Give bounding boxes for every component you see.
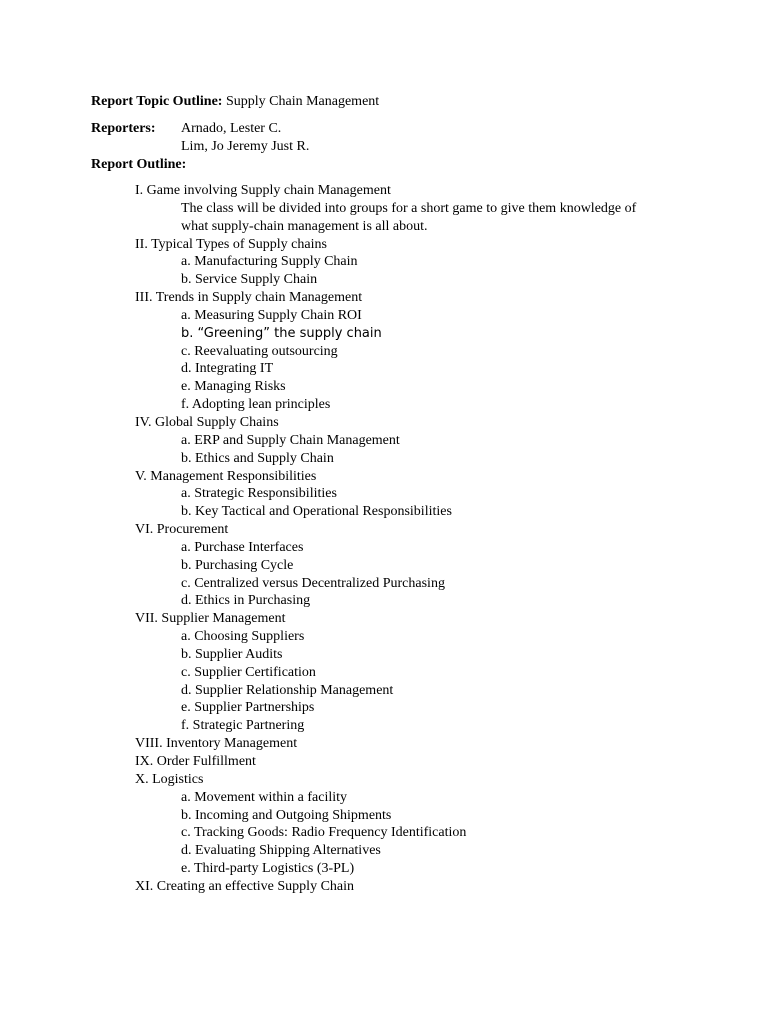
outline-subitem: a. Movement within a facility	[181, 789, 348, 805]
outline-subitem: b. Ethics and Supply Chain	[181, 450, 334, 466]
outline-subitem: e. Third-party Logistics (3-PL)	[181, 861, 355, 877]
outline-section-heading: V. Management Responsibilities	[135, 468, 317, 484]
outline-section-heading: VI. Procurement	[135, 522, 229, 538]
outline-subitem: d. Integrating IT	[181, 361, 274, 377]
outline-subitem: b. Supplier Audits	[181, 646, 283, 662]
reporter-name: Lim, Jo Jeremy Just R.	[181, 139, 310, 154]
outline-subitem: f. Strategic Partnering	[181, 718, 305, 734]
outline-section-heading: VII. Supplier Management	[135, 611, 286, 627]
report-topic-line	[91, 93, 379, 110]
outline-section-heading: I. Game involving Supply chain Management	[135, 183, 391, 198]
outline-subitem: f. Adopting lean principles	[181, 397, 331, 413]
outline-subitem: what supply-chain management is all about.	[181, 218, 428, 234]
outline-section-heading: IV. Global Supply Chains	[135, 414, 279, 430]
outline-subitem: The class will be divided into groups for a short game to give them knowledge of	[181, 200, 637, 216]
outline-subitem: b. Incoming and Outgoing Shipments	[181, 807, 392, 823]
reporter-name: Arnado, Lester C.	[181, 121, 282, 136]
outline-subitem: b. Service Supply Chain	[181, 272, 318, 288]
outline-subitem: d. Ethics in Purchasing	[181, 593, 311, 609]
outline-subitem: a. Strategic Responsibilities	[181, 486, 337, 502]
outline-section-heading: IX. Order Fulfillment	[135, 754, 256, 769]
outline-subitem: a. Manufacturing Supply Chain	[181, 254, 358, 270]
outline-subitem: b. Key Tactical and Operational Responsibilities	[181, 504, 452, 520]
outline-list	[0, 182, 768, 896]
outline-subitem: e. Supplier Partnerships	[181, 700, 315, 716]
outline-subitem: a. Choosing Suppliers	[181, 629, 305, 645]
reporters-label: Reporters:	[91, 121, 156, 136]
outline-subitem: b. Purchasing Cycle	[181, 557, 294, 573]
outline-section-heading: VIII. Inventory Management	[135, 736, 298, 752]
outline-subitem: c. Reevaluating outsourcing	[181, 343, 338, 359]
outline-subitem: d. Supplier Relationship Management	[181, 682, 394, 698]
outline-section-heading: III. Trends in Supply chain Management	[135, 290, 363, 306]
outline-section-heading: XI. Creating an effective Supply Chain	[135, 878, 355, 894]
outline-section-heading: II. Typical Types of Supply chains	[135, 236, 327, 252]
outline-subitem: d. Evaluating Shipping Alternatives	[181, 843, 381, 859]
outline-subitem: a. ERP and Supply Chain Management	[181, 432, 400, 448]
outline-section-heading: X. Logistics	[135, 771, 204, 787]
topic-label: Report Topic Outline:	[91, 94, 223, 109]
outline-subitem: e. Managing Risks	[181, 379, 286, 395]
outline-label: Report Outline:	[91, 157, 187, 172]
outline-subitem: a. Purchase Interfaces	[181, 539, 304, 555]
outline-subitem: c. Tracking Goods: Radio Frequency Identification	[181, 825, 467, 841]
topic-value: Supply Chain Management	[225, 94, 380, 109]
outline-subitem: b. “Greening” the supply chain	[181, 325, 382, 341]
outline-subitem: a. Measuring Supply Chain ROI	[181, 307, 362, 323]
outline-subitem: c. Centralized versus Decentralized Purchasing	[181, 575, 445, 591]
outline-subitem: c. Supplier Certification	[181, 664, 316, 680]
